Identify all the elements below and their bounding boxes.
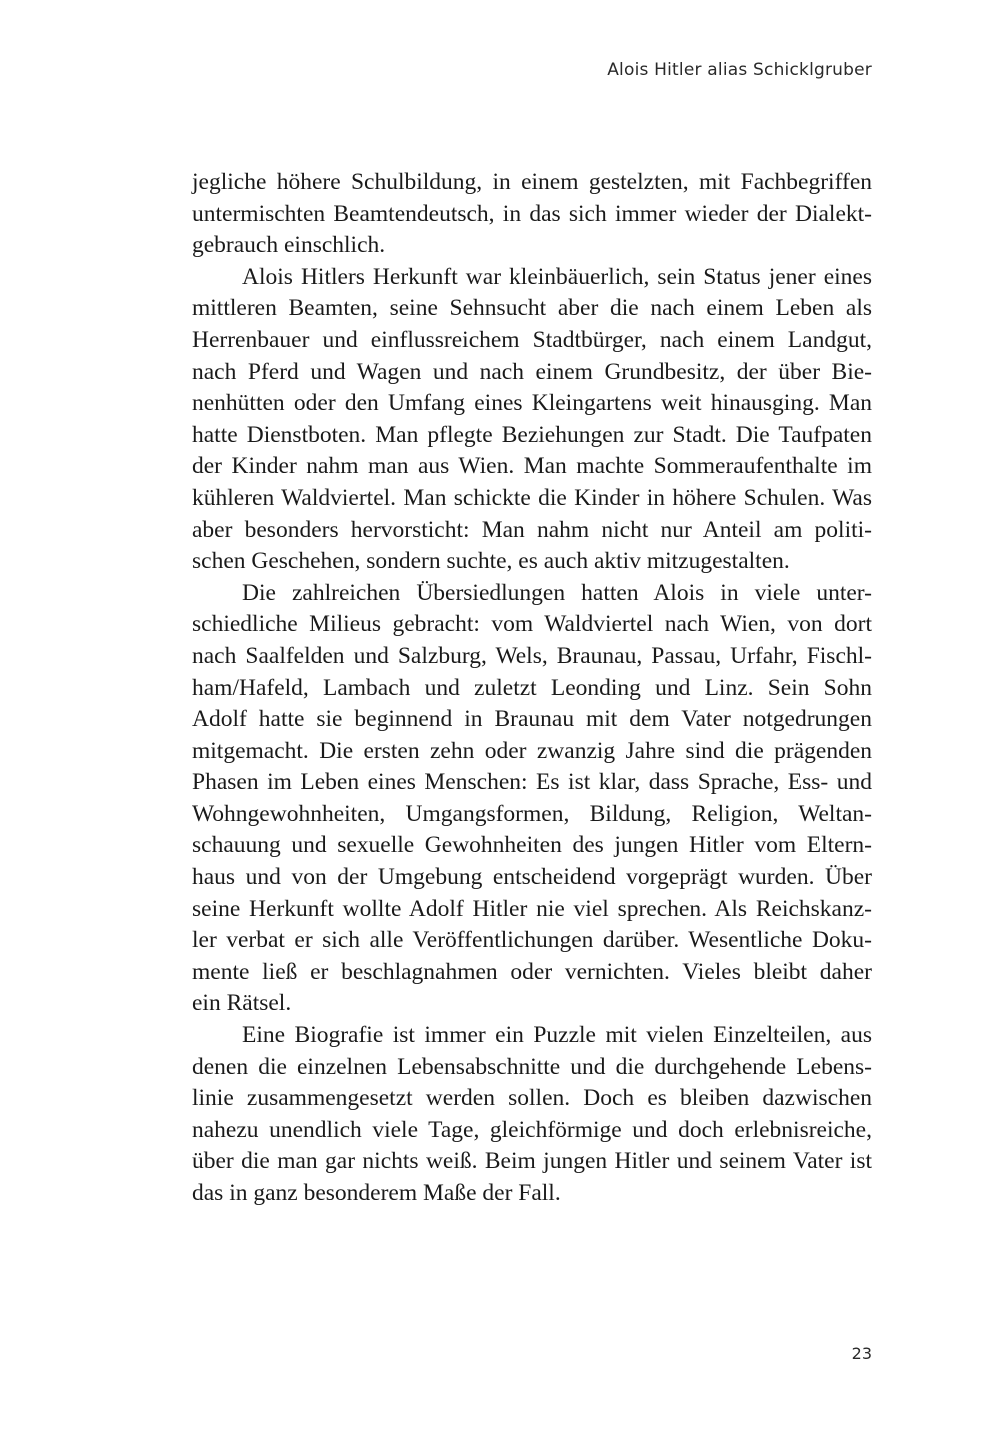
text-line: mittleren Beamten, seine Sehnsucht aber die nach einem Leben als <box>192 295 872 322</box>
text-line: ler verbat er sich alle Veröffentlichungen darüber. Wesentliche Doku- <box>192 927 872 954</box>
text-line: linie zusammengesetzt werden sollen. Doch es bleiben dazwischen <box>192 1085 872 1112</box>
text-line: schen Geschehen, sondern suchte, es auch aktiv mitzugestalten. <box>192 548 790 575</box>
text-line: untermischten Beamtendeutsch, in das sich immer wieder der Dialekt- <box>192 200 872 227</box>
text-line: jegliche höhere Schulbildung, in einem gestelzten, mit Fachbegriffen <box>192 169 872 195</box>
text-line: Wohngewohnheiten, Umgangsformen, Bildung, Religion, Weltan- <box>192 800 872 827</box>
page-number: 23 <box>851 1344 872 1363</box>
body-text <box>192 167 872 1210</box>
text-line: Phasen im Leben eines Menschen: Es ist klar, dass Sprache, Ess- und <box>192 769 872 796</box>
text-line: Die zahlreichen Übersiedlungen hatten Alois in viele unter- <box>242 579 872 606</box>
paragraph-4 <box>192 1020 872 1210</box>
text-line: nahezu unendlich viele Tage, gleichförmige und doch erlebnisreiche, <box>192 1116 872 1143</box>
text-line: nenhütten oder den Umfang eines Kleingartens weit hinausging. Man <box>192 390 872 417</box>
paragraph-1 <box>192 167 872 262</box>
text-line: das in ganz besonderem Maße der Fall. <box>192 1180 561 1206</box>
text-line: Eine Biografie ist immer ein Puzzle mit vielen Einzelteilen, aus <box>242 1022 872 1049</box>
text-line: mente ließ er beschlagnahmen oder vernichten. Vieles bleibt daher <box>192 958 872 985</box>
text-line: nach Pferd und Wagen und nach einem Grundbesitz, der über Bie- <box>192 358 872 385</box>
text-line: über die man gar nichts weiß. Beim jungen Hitler und seinem Vater ist <box>192 1148 872 1175</box>
paragraph-3 <box>192 578 872 1020</box>
text-line: der Kinder nahm man aus Wien. Man machte Sommeraufenthalte im <box>192 453 872 480</box>
text-line: denen die einzelnen Lebensabschnitte und die durchgehende Lebens- <box>192 1053 872 1080</box>
text-line: schauung und sexuelle Gewohnheiten des jungen Hitler vom Eltern- <box>192 832 872 859</box>
text-line: schiedliche Milieus gebracht: vom Waldviertel nach Wien, von dort <box>192 611 872 638</box>
text-line: aber besonders hervorsticht: Man nahm nicht nur Anteil am politi- <box>192 516 872 543</box>
text-line: mitgemacht. Die ersten zehn oder zwanzig Jahre sind die prägenden <box>192 737 872 764</box>
running-head: Alois Hitler alias Schicklgruber <box>607 60 872 80</box>
text-line: ein Rätsel. <box>192 990 292 1017</box>
text-line: seine Herkunft wollte Adolf Hitler nie viel sprechen. Als Reichskanz- <box>192 895 872 922</box>
text-line: ham/Hafeld, Lambach und zuletzt Leonding und Linz. Sein Sohn <box>192 674 872 701</box>
text-line: hatte Dienstboten. Man pflegte Beziehungen zur Stadt. Die Taufpaten <box>192 421 872 448</box>
text-line: Alois Hitlers Herkunft war kleinbäuerlich, sein Status jener eines <box>242 263 872 290</box>
text-line: haus und von der Umgebung entscheidend vorgeprägt wurden. Über <box>192 864 872 891</box>
text-line: gebrauch einschlich. <box>192 232 386 259</box>
text-line: Herrenbauer und einflussreichem Stadtbürger, nach einem Landgut, <box>192 326 872 353</box>
text-line: kühleren Waldviertel. Man schickte die Kinder in höhere Schulen. Was <box>192 484 872 511</box>
text-line: Adolf hatte sie beginnend in Braunau mit dem Vater notgedrungen <box>192 706 872 733</box>
paragraph-2 <box>192 262 872 578</box>
text-line: nach Saalfelden und Salzburg, Wels, Braunau, Passau, Urfahr, Fischl- <box>192 642 872 669</box>
